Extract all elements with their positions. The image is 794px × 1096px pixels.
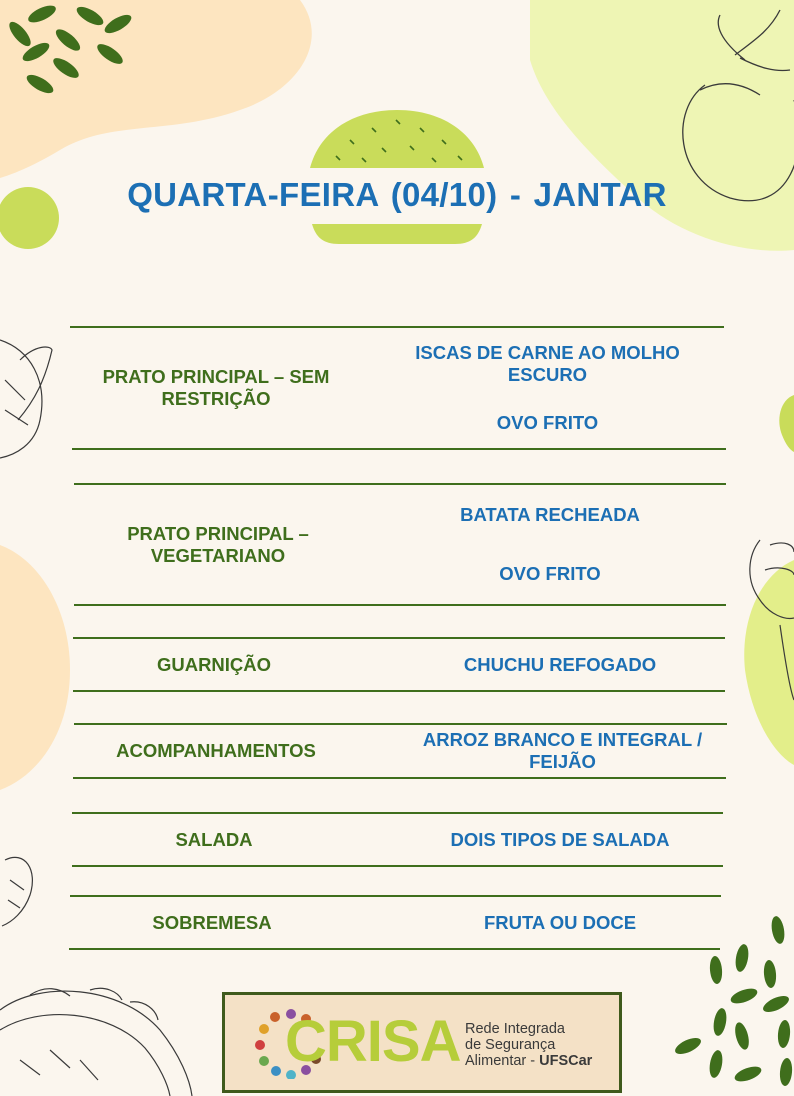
menu-row-label: SALADA (175, 828, 253, 850)
page-title: QUARTA-FEIRA (04/10) - JANTAR (127, 176, 667, 213)
menu-row-label: SOBREMESA (152, 911, 272, 933)
subtitle-line: Rede Integrada (465, 1021, 565, 1037)
row-divider (69, 948, 720, 950)
peach-blob-left (0, 545, 70, 790)
menu-item: ARROZ BRANCO E INTEGRAL / FEIJÃO (422, 729, 703, 772)
crisa-brand: CRISA (285, 1009, 461, 1074)
menu-row-label: PRATO PRINCIPAL – VEGETARIANO (127, 522, 309, 566)
menu-row-value (410, 639, 710, 690)
subtitle-prefix: Alimentar - (465, 1053, 540, 1069)
menu-item: FRUTA OU DOCE (483, 911, 637, 933)
menu-row-value (400, 725, 725, 777)
row-divider (72, 448, 726, 450)
row-divider (73, 777, 726, 779)
taco-icon (0, 988, 192, 1096)
menu-row-value (410, 814, 710, 865)
menu-row-value (410, 897, 710, 948)
small-leaf-icon (2, 857, 32, 926)
menu-item: CHUCHU REFOGADO (463, 653, 657, 675)
subtitle-line: de Segurança (465, 1037, 556, 1053)
menu-item: ISCAS DE CARNE AO MOLHO ESCURO (415, 342, 680, 385)
subtitle-line (465, 1053, 592, 1069)
row-divider (72, 865, 723, 867)
menu-item: BATATA RECHEADA (460, 504, 640, 525)
menu-row-label: PRATO PRINCIPAL – SEM RESTRIÇÃO (102, 366, 330, 409)
menu-row-label: ACOMPANHAMENTOS (116, 740, 316, 761)
menu-item: OVO FRITO (496, 412, 599, 433)
menu-item: DOIS TIPOS DE SALADA (450, 828, 670, 850)
menu-row-value (400, 485, 700, 604)
leaf-icon (0, 340, 52, 458)
menu-row-value (395, 328, 700, 448)
row-divider (73, 690, 725, 692)
lime-blob-right (744, 560, 794, 765)
menu-row-label: GUARNIÇÃO (156, 653, 272, 675)
crisa-logo (222, 992, 622, 1093)
row-divider (74, 604, 726, 606)
menu-item: OVO FRITO (499, 563, 601, 584)
crisa-subtitle (465, 1021, 592, 1069)
subtitle-bold: UFSCar (539, 1053, 593, 1069)
lime-dot-right (779, 395, 794, 452)
